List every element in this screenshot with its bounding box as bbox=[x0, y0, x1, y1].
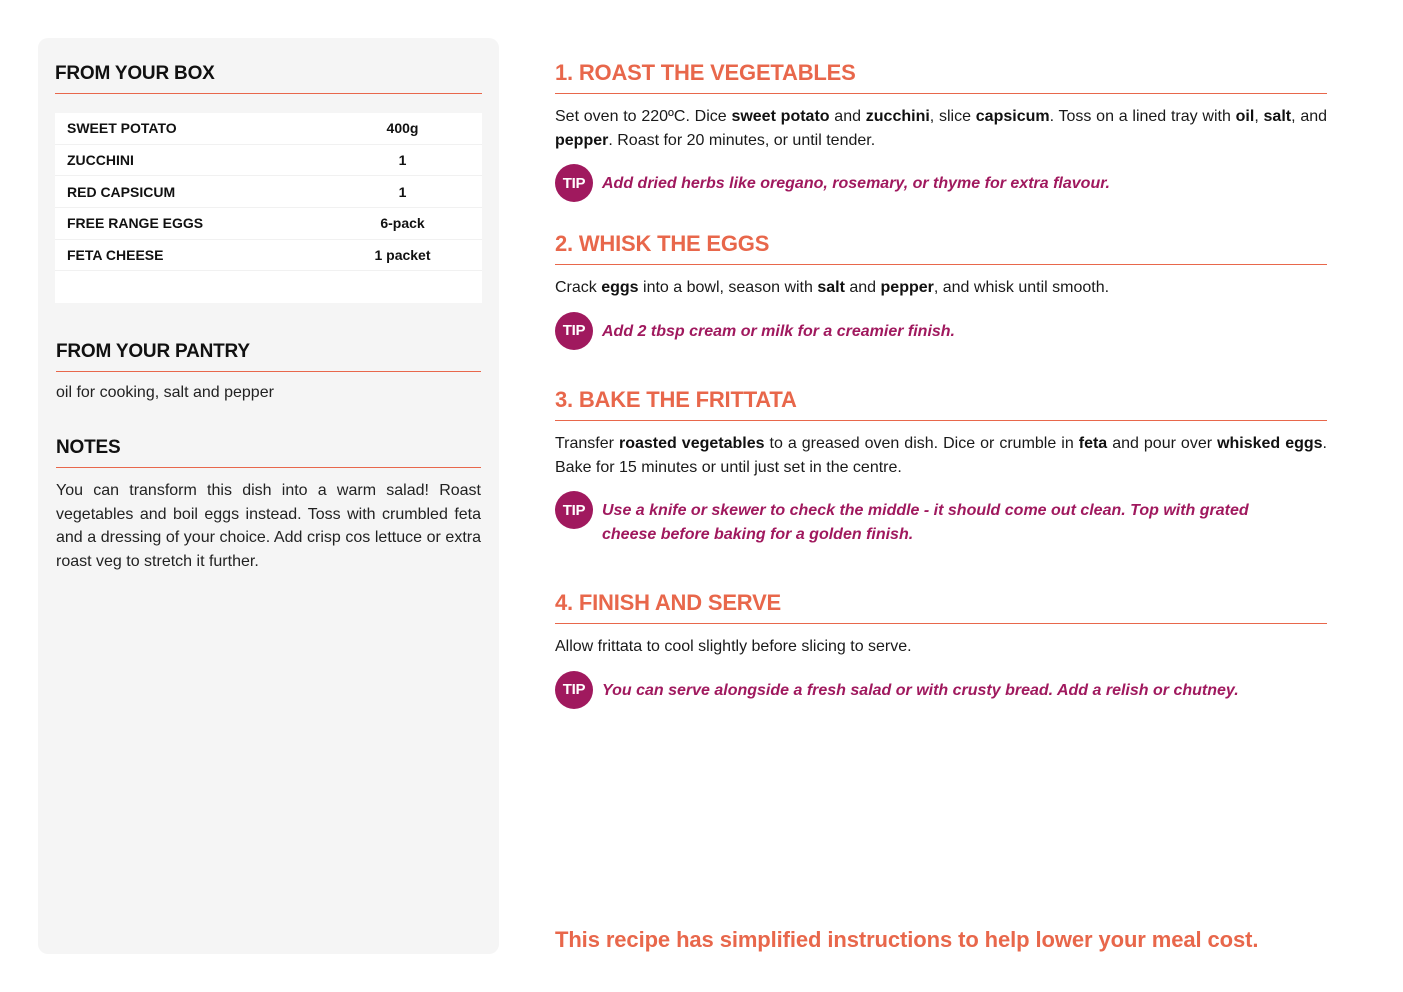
ingredient-name: RED CAPSICUM bbox=[67, 183, 176, 200]
step-text: and bbox=[844, 279, 881, 296]
tip-text: You can serve alongside a fresh salad or with crusty bread. Add a relish or chutney. bbox=[602, 681, 1239, 699]
ingredients-panel bbox=[38, 38, 499, 954]
step-4 bbox=[555, 590, 1327, 709]
step-text: and pour over bbox=[1107, 435, 1218, 452]
step-body bbox=[555, 432, 1327, 479]
ingredient-qty: 1 bbox=[398, 152, 407, 169]
step-text: , and whisk until smooth. bbox=[933, 279, 1110, 296]
ingredient-qty: 1 packet bbox=[374, 247, 431, 264]
step-text: , slice bbox=[929, 108, 976, 125]
ingredient-row bbox=[55, 113, 482, 145]
ingredient-highlight: zucchini bbox=[865, 108, 930, 125]
step-text: Crack bbox=[555, 279, 602, 296]
step-body bbox=[555, 105, 1327, 152]
step-text: . Toss on a lined tray with bbox=[1049, 108, 1236, 125]
ingredient-highlight: roasted vegetables bbox=[618, 435, 765, 452]
ingredient-highlight: pepper bbox=[555, 131, 609, 149]
ingredients-table bbox=[55, 113, 482, 303]
tip-badge-icon: TIP bbox=[555, 164, 593, 202]
ingredient-highlight: capsicum bbox=[975, 108, 1050, 125]
ingredient-highlight: feta bbox=[1078, 435, 1108, 452]
step-title: 1. ROAST THE VEGETABLES bbox=[555, 60, 1327, 94]
tip bbox=[555, 164, 1327, 202]
ingredient-qty: 400g bbox=[386, 120, 419, 137]
ingredient-highlight: eggs bbox=[601, 279, 639, 296]
step-text: Transfer bbox=[555, 435, 619, 452]
step-text: . Roast for 20 minutes, or until tender. bbox=[608, 131, 876, 149]
pantry-items: oil for cooking, salt and pepper bbox=[56, 384, 274, 401]
ingredient-name: FREE RANGE EGGS bbox=[67, 215, 204, 232]
step-text: Set oven to 220ºC. Dice bbox=[555, 108, 732, 125]
step-2 bbox=[555, 231, 1327, 350]
ingredient-row bbox=[55, 145, 482, 177]
tip bbox=[555, 671, 1327, 709]
ingredient-row bbox=[55, 208, 482, 240]
step-1 bbox=[555, 60, 1327, 202]
ingredient-name: SWEET POTATO bbox=[67, 120, 177, 137]
step-text: , bbox=[1254, 108, 1264, 125]
step-3 bbox=[555, 387, 1327, 546]
ingredient-highlight: salt bbox=[817, 279, 845, 296]
ingredient-row bbox=[55, 176, 482, 208]
step-title: 2. WHISK THE EGGS bbox=[555, 231, 1327, 265]
footer-note: This recipe has simplified instructions to help lower your meal cost. bbox=[555, 927, 1259, 952]
step-text: and bbox=[829, 108, 866, 125]
ingredient-highlight: pepper bbox=[880, 279, 934, 296]
tip-text: Add 2 tbsp cream or milk for a creamier finish. bbox=[602, 322, 955, 340]
step-title: 4. FINISH AND SERVE bbox=[555, 590, 1327, 624]
notes-heading: NOTES bbox=[56, 437, 481, 468]
tip-text: Add dried herbs like oregano, rosemary, or thyme for extra flavour. bbox=[602, 175, 1110, 192]
ingredient-name: FETA CHEESE bbox=[67, 247, 164, 264]
ingredient-highlight: salt bbox=[1263, 108, 1292, 125]
step-text: , and bbox=[1291, 108, 1328, 125]
from-your-pantry-heading: FROM YOUR PANTRY bbox=[56, 341, 481, 372]
notes-text: You can transform this dish into a warm salad! Roast vegetables and boil eggs instead. Toss with crumbled feta and a dressing of your choice. Add crisp cos lettuce or extra roast veg to stretch it further. bbox=[56, 482, 481, 570]
ingredient-highlight: oil bbox=[1235, 108, 1255, 125]
tip-text: Use a knife or skewer to check the middle - it should come out clean. Top with grated cheese before baking for a golden finish. bbox=[602, 502, 1249, 543]
ingredient-qty: 6-pack bbox=[380, 215, 425, 232]
step-text: Allow frittata to cool slightly before slicing to serve. bbox=[555, 638, 912, 655]
tip-badge-icon: TIP bbox=[555, 312, 593, 350]
step-body bbox=[555, 276, 1327, 300]
step-text: to a greased oven dish. Dice or crumble in bbox=[764, 435, 1079, 452]
tip bbox=[555, 491, 1327, 546]
step-text: into a bowl, season with bbox=[638, 279, 818, 296]
tip bbox=[555, 312, 1327, 350]
step-title: 3. BAKE THE FRITTATA bbox=[555, 387, 1327, 421]
ingredient-qty: 1 bbox=[398, 183, 407, 200]
from-your-box-heading: FROM YOUR BOX bbox=[55, 63, 482, 94]
ingredient-name: ZUCCHINI bbox=[67, 152, 134, 169]
tip-badge-icon: TIP bbox=[555, 491, 593, 529]
tip-badge-icon: TIP bbox=[555, 671, 593, 709]
ingredient-highlight: sweet potato bbox=[731, 108, 830, 125]
step-text: . Bake for 15 minutes or until just set in the centre. bbox=[555, 435, 1327, 476]
step-body bbox=[555, 635, 1327, 659]
ingredient-row bbox=[55, 240, 482, 272]
ingredient-highlight: whisked eggs bbox=[1217, 435, 1323, 452]
